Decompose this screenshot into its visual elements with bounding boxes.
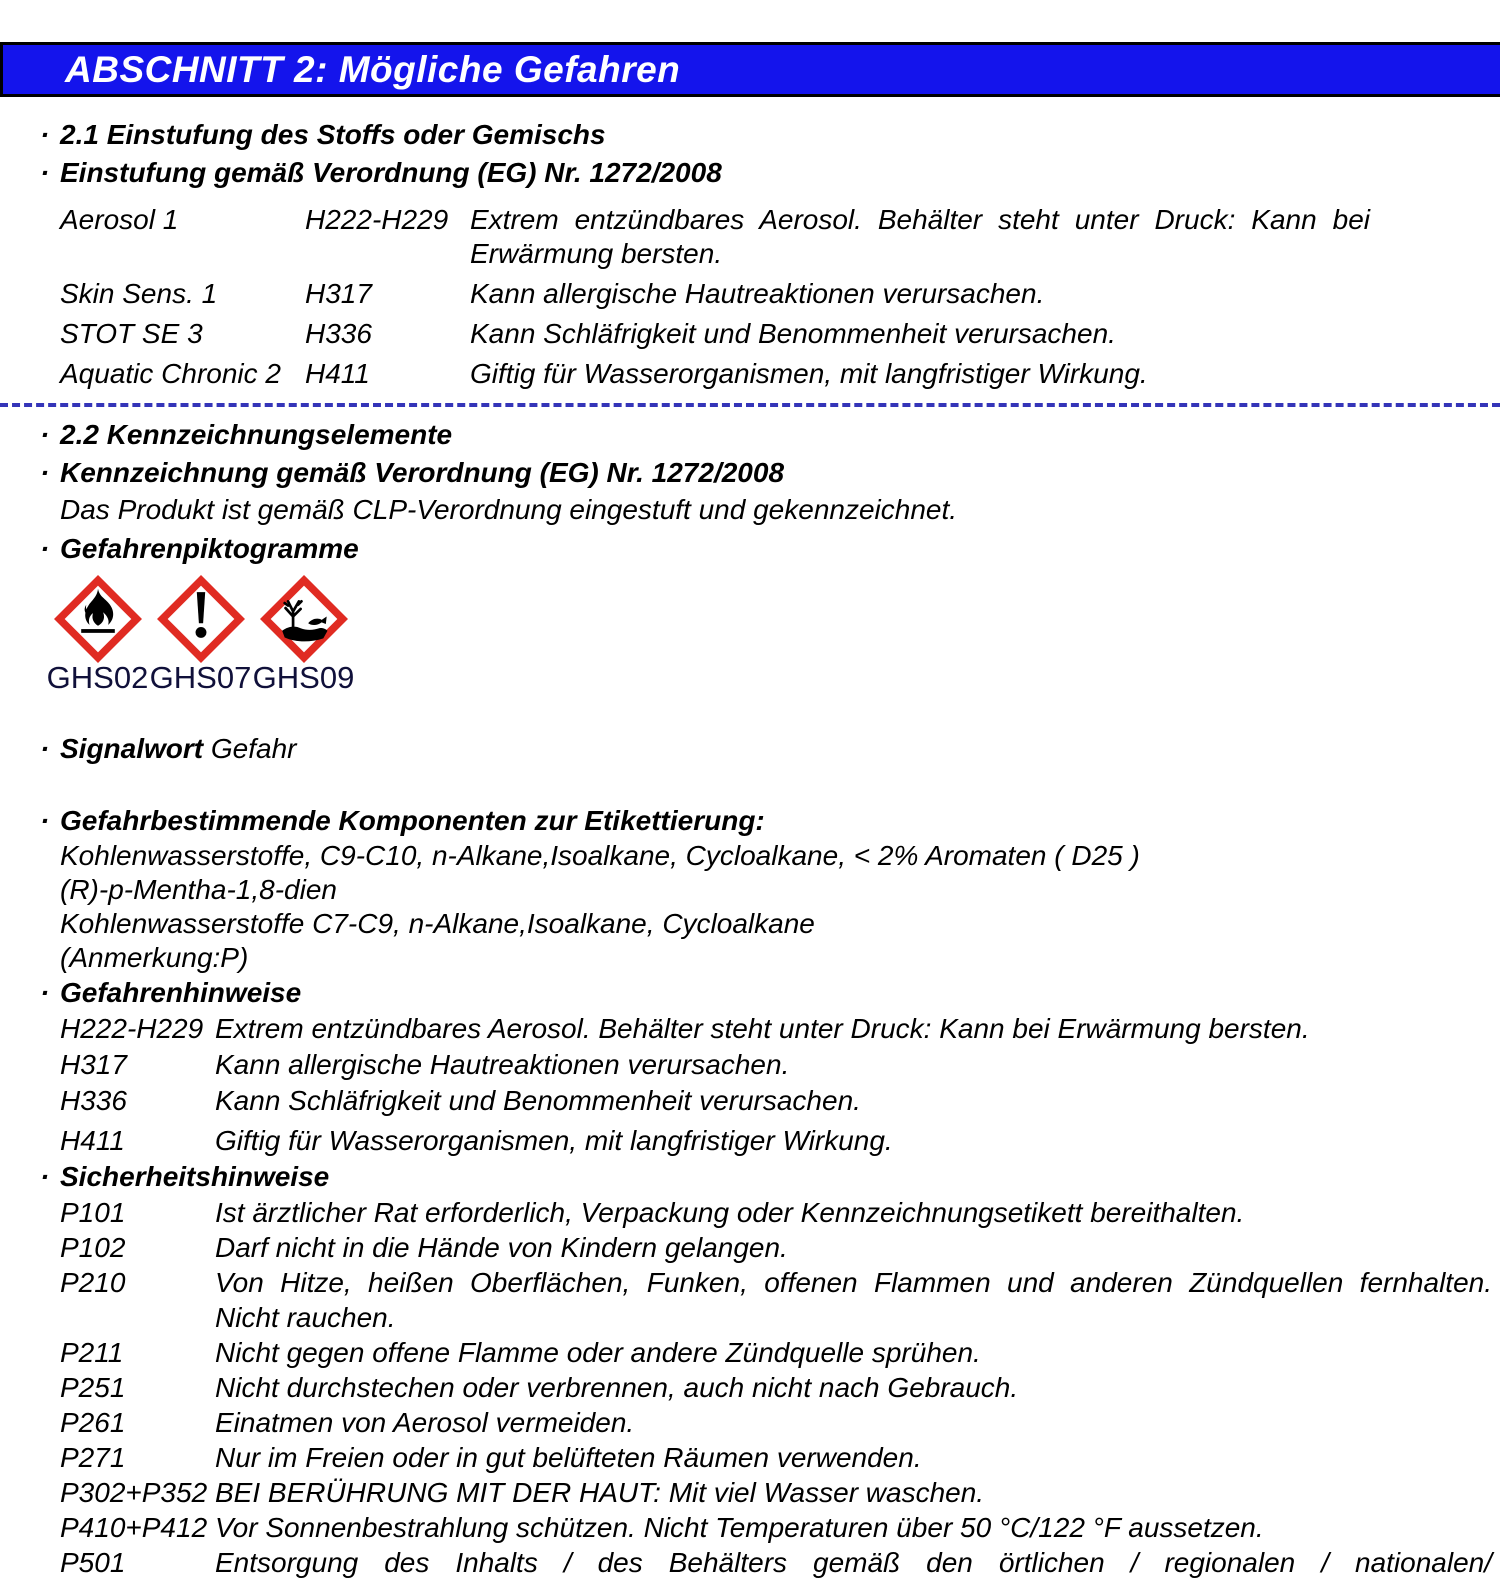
pictogram-labels bbox=[46, 661, 1492, 695]
component-item: Kohlenwasserstoffe, C9-C10, n-Alkane,Isoalkane, Cycloalkane, < 2% Aromaten ( D25 ) bbox=[60, 840, 1140, 871]
bullet-dot: · bbox=[40, 157, 50, 188]
statement-text: Nur im Freien oder in gut belüfteten Räumen verwenden. bbox=[215, 1442, 922, 1473]
heading-classification-regulation bbox=[40, 155, 1492, 191]
hazard-statement-row bbox=[60, 1047, 1492, 1083]
statement-text-line: Nicht rauchen. bbox=[215, 1302, 396, 1333]
hazard-statement-row bbox=[60, 1123, 1492, 1159]
statement-code: P211 bbox=[60, 1337, 124, 1368]
precaution-row bbox=[60, 1230, 1492, 1265]
classification-table bbox=[60, 203, 1492, 391]
statement-code: P271 bbox=[60, 1442, 126, 1473]
hazard-code: H336 bbox=[305, 318, 372, 349]
component-item: Kohlenwasserstoffe C7-C9, n-Alkane,Isoalkane, Cycloalkane bbox=[60, 908, 815, 939]
heading-pictograms-label: Gefahrenpiktogramme bbox=[60, 533, 359, 564]
hazard-class: Aquatic Chronic 2 bbox=[60, 358, 282, 389]
signalword-value bbox=[203, 733, 211, 764]
bullet-dot: · bbox=[40, 419, 50, 450]
precaution-row bbox=[60, 1370, 1492, 1405]
heading-2-1 bbox=[40, 117, 1492, 153]
precaution-row bbox=[60, 1510, 1492, 1545]
heading-classification-regulation-label: Einstufung gemäß Verordnung (EG) Nr. 1272/2008 bbox=[60, 157, 722, 188]
hazard-text-line: Erwärmung bersten. bbox=[470, 238, 723, 269]
hazard-class: Aerosol 1 bbox=[60, 204, 179, 235]
precaution-row bbox=[60, 1335, 1492, 1370]
heading-hazard-statements bbox=[40, 975, 1492, 1011]
component-item: (R)-p-Mentha-1,8-dien bbox=[60, 874, 337, 905]
precaution-row bbox=[60, 1405, 1492, 1440]
hazard-code: H222-H229 bbox=[305, 204, 449, 235]
statement-text: Kann Schläfrigkeit und Benommenheit verursachen. bbox=[215, 1085, 861, 1116]
signalword-label: Signalwort bbox=[60, 733, 204, 764]
section-header-bar bbox=[0, 42, 1500, 97]
ghs09-label: GHS09 bbox=[252, 660, 355, 695]
dashed-separator bbox=[0, 403, 1500, 407]
statement-text-line: Entsorgung des Inhalts / des Behälters gemäß den örtlichen / regionalen / nationalen/ bbox=[215, 1547, 1492, 1578]
heading-2-2-label: 2.2 Kennzeichnungselemente bbox=[60, 419, 453, 450]
heading-2-2 bbox=[40, 417, 1492, 453]
statement-text: Nicht durchstechen oder verbrennen, auch nicht nach Gebrauch. bbox=[215, 1372, 1019, 1403]
hazard-code: H411 bbox=[305, 358, 370, 389]
sds-page bbox=[0, 42, 1500, 1578]
hazard-class: STOT SE 3 bbox=[60, 318, 203, 349]
ghs07-label: GHS07 bbox=[149, 660, 252, 695]
section-content bbox=[0, 117, 1500, 1580]
bullet-dot: · bbox=[40, 119, 50, 150]
statement-code: P302+P352 bbox=[60, 1477, 208, 1508]
statement-text: Vor Sonnenbestrahlung schützen. Nicht Temperaturen über 50 °C/122 °F aussetzen. bbox=[215, 1512, 1264, 1543]
heading-components-label: Gefahrbestimmende Komponenten zur Etikettierung: bbox=[60, 805, 765, 836]
statement-text bbox=[215, 1545, 1492, 1580]
precaution-row bbox=[60, 1195, 1492, 1230]
statement-text-line: Von Hitze, heißen Oberflächen, Funken, offenen Flammen und anderen Zündquellen fernhalten. bbox=[215, 1267, 1492, 1298]
ghs02-label: GHS02 bbox=[46, 660, 149, 695]
table-row bbox=[60, 277, 1492, 311]
hazard-class: Skin Sens. 1 bbox=[60, 278, 218, 309]
bullet-dot: · bbox=[40, 977, 50, 1008]
bullet-dot: · bbox=[40, 533, 50, 564]
hazard-statement-row bbox=[60, 1083, 1492, 1119]
hazard-text bbox=[470, 203, 1370, 271]
heading-precautionary-statements-label: Sicherheitshinweise bbox=[60, 1161, 330, 1192]
statement-code: P261 bbox=[60, 1407, 126, 1438]
heading-2-1-label: 2.1 Einstufung des Stoffs oder Gemischs bbox=[60, 119, 606, 150]
statement-code: P101 bbox=[60, 1197, 126, 1228]
hazard-text-line: Extrem entzündbares Aerosol. Behälter steht unter Druck: Kann bei bbox=[470, 204, 1370, 235]
table-row bbox=[60, 203, 1492, 271]
statement-code: H336 bbox=[60, 1085, 127, 1116]
precaution-row bbox=[60, 1265, 1492, 1335]
ghs07-exclamation-icon bbox=[159, 577, 243, 661]
ghs02-flame-icon bbox=[56, 577, 140, 661]
statement-code: H317 bbox=[60, 1049, 127, 1080]
statement-text: Ist ärztlicher Rat erforderlich, Verpackung oder Kennzeichnungsetikett bereithalten. bbox=[215, 1197, 1245, 1228]
statement-code: P410+P412 bbox=[60, 1512, 208, 1543]
heading-components bbox=[40, 803, 1492, 839]
hazard-text: Kann allergische Hautreaktionen verursachen. bbox=[470, 278, 1045, 309]
clp-intro-text: Das Produkt ist gemäß CLP-Verordnung eingestuft und gekennzeichnet. bbox=[60, 494, 958, 525]
section-title: ABSCHNITT 2: Mögliche Gefahren bbox=[65, 48, 681, 90]
statement-text: Einatmen von Aerosol vermeiden. bbox=[215, 1407, 635, 1438]
ghs09-environment-icon bbox=[262, 577, 346, 661]
heading-hazard-statements-label: Gefahrenhinweise bbox=[60, 977, 302, 1008]
component-item: (Anmerkung:P) bbox=[60, 942, 249, 973]
statement-text bbox=[215, 1265, 1492, 1335]
statement-text: Kann allergische Hautreaktionen verursachen. bbox=[215, 1049, 790, 1080]
statement-code: P210 bbox=[60, 1267, 126, 1298]
statement-code: H411 bbox=[60, 1125, 125, 1156]
table-row bbox=[60, 357, 1492, 391]
bullet-dot: · bbox=[40, 805, 50, 836]
statement-code: P501 bbox=[60, 1547, 126, 1578]
hazard-text: Giftig für Wasserorganismen, mit langfristiger Wirkung. bbox=[470, 358, 1148, 389]
statement-code: P251 bbox=[60, 1372, 126, 1403]
precaution-row bbox=[60, 1440, 1492, 1475]
precaution-row bbox=[60, 1545, 1492, 1580]
precaution-row bbox=[60, 1475, 1492, 1510]
heading-labelling-regulation bbox=[40, 455, 1492, 491]
heading-labelling-regulation-label: Kennzeichnung gemäß Verordnung (EG) Nr. 1272/2008 bbox=[60, 457, 785, 488]
statement-text: Darf nicht in die Hände von Kindern gelangen. bbox=[215, 1232, 788, 1263]
bullet-dot: · bbox=[40, 457, 50, 488]
pictogram-row bbox=[56, 577, 1492, 661]
statement-code: P102 bbox=[60, 1232, 126, 1263]
heading-pictograms bbox=[40, 531, 1492, 567]
statement-text: Extrem entzündbares Aerosol. Behälter steht unter Druck: Kann bei Erwärmung bersten. bbox=[215, 1013, 1310, 1044]
hazard-text: Kann Schläfrigkeit und Benommenheit verursachen. bbox=[470, 318, 1116, 349]
bullet-dot: · bbox=[40, 733, 50, 764]
statement-code: H222-H229 bbox=[60, 1013, 204, 1044]
signalword-line bbox=[40, 731, 1492, 767]
hazard-statement-row bbox=[60, 1011, 1492, 1047]
statement-text: Giftig für Wasserorganismen, mit langfristiger Wirkung. bbox=[215, 1125, 893, 1156]
heading-precautionary-statements bbox=[40, 1159, 1492, 1195]
signalword-value-text: Gefahr bbox=[210, 733, 297, 764]
statement-text: Nicht gegen offene Flamme oder andere Zündquelle sprühen. bbox=[215, 1337, 981, 1368]
statement-text: BEI BERÜHRUNG MIT DER HAUT: Mit viel Wasser waschen. bbox=[215, 1477, 985, 1508]
table-row bbox=[60, 317, 1492, 351]
hazard-code: H317 bbox=[305, 278, 372, 309]
bullet-dot: · bbox=[40, 1161, 50, 1192]
